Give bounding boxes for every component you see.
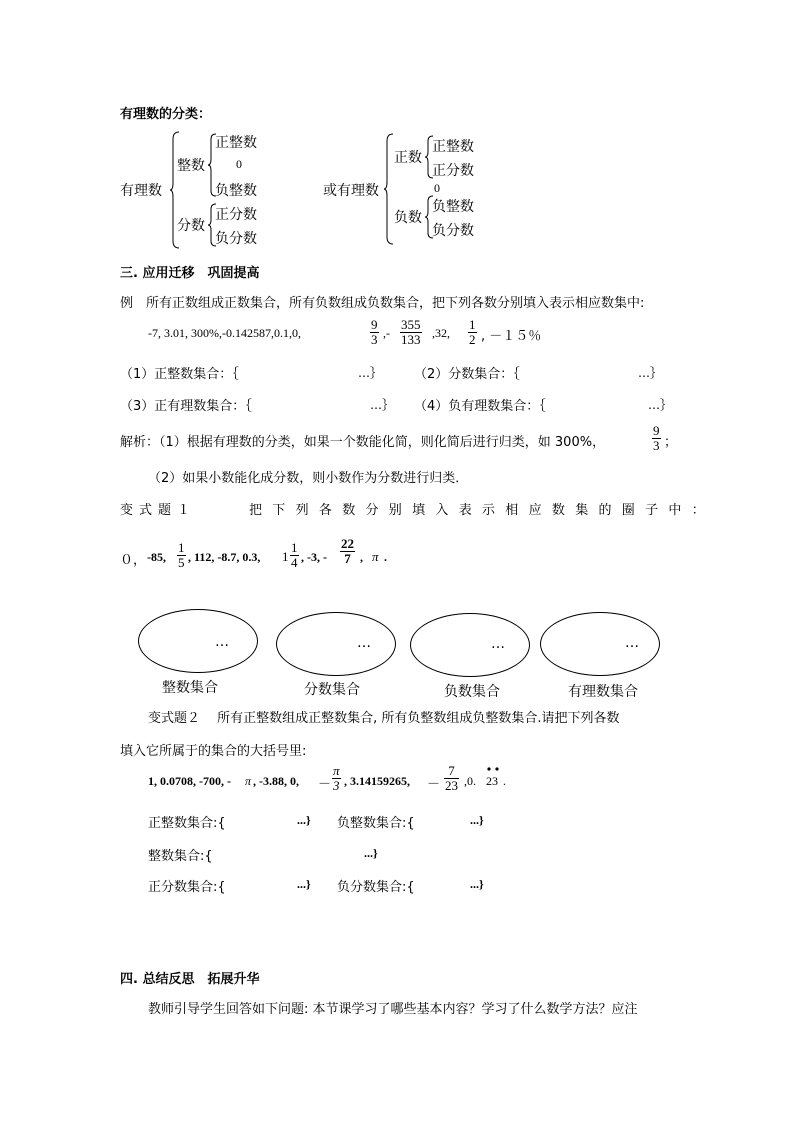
set-negative-fraction: 负分数集合:{	[337, 880, 415, 895]
set-positive-fraction-end: ...}	[297, 877, 311, 891]
fraction-denominator: 2	[469, 332, 476, 347]
question-1: （1）正整数集合：｛	[120, 367, 239, 382]
rational-set-circle	[540, 612, 660, 676]
fraction-numerator: 1	[291, 540, 298, 555]
variant1-n2: -85,	[147, 550, 166, 564]
variant2-repeating-decimal	[486, 774, 498, 789]
variant1-text: 把下列各数分别填入表示相应数集的圈子中：	[249, 503, 716, 518]
left-pos-int: 正整数	[215, 135, 257, 151]
fraction-denominator: 3	[333, 778, 340, 793]
fraction-numerator: 1	[469, 317, 476, 332]
fraction-denominator: 4	[291, 555, 298, 570]
variant1-n4: , -3, -	[301, 550, 327, 564]
repeating-dots-icon	[486, 766, 502, 772]
set-negative-integer: 负整数集合:{	[337, 816, 415, 831]
ellipsis: …	[491, 636, 507, 652]
variant1-fraction-1-5	[177, 541, 186, 570]
example-sep1: ,-	[383, 326, 390, 340]
variant1-title: 变式题１	[120, 503, 197, 518]
fraction-set-circle	[276, 612, 396, 676]
example-statement: 例 所有正数组成正数集合，所有负数组成负数集合，把下列各数分别填入表示相应数集中:	[120, 296, 645, 311]
left-integer-label: 整数	[177, 158, 205, 174]
fraction-numerator: 1	[178, 540, 185, 555]
variant1-mixed-whole: 1	[282, 549, 289, 564]
analysis-fraction-9-3	[652, 424, 661, 453]
right-positive-label: 正数	[394, 150, 422, 166]
set-positive-fraction: 正分数集合:{	[148, 880, 226, 895]
left-fraction-label: 分数	[177, 218, 205, 234]
question-3: （3）正有理数集合：｛	[120, 399, 252, 414]
set-negative-fraction-end: ...}	[470, 877, 484, 891]
fraction-numerator: 9	[371, 317, 378, 332]
example-tail: , －１５％	[481, 329, 542, 344]
variant2-pi: π	[245, 774, 252, 788]
question-4-end: …｝	[648, 398, 673, 412]
variant2-nums-d: ,0.	[464, 774, 476, 788]
variant1-fraction-22-7	[340, 537, 355, 566]
variant2-line-1: 变式题２ 所有正整数组成正整数集合, 所有负整数组成负整数集合.请把下列各数	[148, 711, 620, 726]
fraction-denominator: 5	[178, 555, 185, 570]
example-fraction-9-3	[370, 318, 379, 347]
variant1-n3: , 112, -8.7, 0.3,	[188, 550, 261, 564]
analysis-line-2: （2）如果小数能化成分数，则小数作为分数进行归类．	[148, 471, 469, 486]
example-fraction-1-2	[468, 318, 477, 347]
negative-set-label: 负数集合	[444, 684, 500, 700]
set-integer-end: ...}	[364, 846, 378, 860]
set-positive-integer-end: ...}	[297, 813, 311, 827]
left-neg-int: 负整数	[215, 183, 257, 199]
analysis-line-1: 解析：（1）根据有理数的分类，如果一个数能化简，则化简后进行归类，如 300%，	[120, 435, 606, 450]
fraction-numerator: π	[333, 763, 340, 778]
integer-set-circle	[138, 609, 258, 673]
fraction-denominator: 3	[371, 332, 378, 347]
question-2: （2）分数集合：｛	[414, 367, 520, 382]
analysis-end: ；	[664, 435, 678, 450]
right-root-brace	[384, 133, 394, 245]
repeating-digits: 23	[486, 774, 498, 788]
fraction-denominator: 3	[653, 438, 660, 453]
variant2-fraction-7-23	[444, 764, 459, 793]
question-1-end: …｝	[358, 366, 383, 380]
rational-set-label: 有理数集合	[568, 684, 638, 700]
fraction-denominator: 23	[445, 778, 458, 793]
negative-set-circle	[410, 613, 530, 677]
section4-text: 教师引导学生回答如下问题: 本节课学习了哪些基本内容？学习了什么数学方法？应注	[148, 1002, 638, 1017]
variant2-nums-a: 1, 0.0708, -700, -	[148, 774, 231, 788]
left-neg-frac: 负分数	[215, 231, 257, 247]
fraction-numerator: 7	[444, 764, 459, 779]
fraction-numerator: 355	[401, 317, 421, 332]
right-pos-int: 正整数	[432, 139, 474, 155]
question-2-end: …｝	[638, 366, 663, 380]
left-pos-frac: 正分数	[215, 207, 257, 223]
left-root-label: 有理数	[120, 183, 162, 199]
fraction-set-label: 分数集合	[304, 682, 360, 698]
ellipsis: …	[625, 635, 641, 651]
variant1-n1: ０，	[120, 553, 147, 568]
variant2-nums-b: , -3.88, 0,	[253, 774, 299, 788]
variant2-line-2: 填入它所属于的集合的大括号里:	[120, 744, 307, 759]
integer-set-label: 整数集合	[162, 680, 218, 696]
set-negative-integer-end: ...}	[470, 813, 484, 827]
ellipsis: …	[215, 634, 231, 650]
right-pos-frac: 正分数	[432, 163, 474, 179]
right-neg-int: 负整数	[432, 199, 474, 215]
right-negative-label: 负数	[394, 210, 422, 226]
example-fraction-355-133	[400, 318, 422, 347]
example-numbers-a: -7, 3.01, 300%,-0.142587,0.1,0,	[148, 326, 301, 340]
fraction-numerator: 22	[341, 536, 354, 551]
variant1-pi: π	[372, 549, 379, 564]
fraction-denominator: 133	[401, 332, 421, 347]
ellipsis: …	[357, 635, 373, 651]
section3-title: 三. 应用迁移 巩固提高	[120, 266, 260, 281]
variant2-end: .	[503, 774, 506, 788]
set-positive-integer: 正整数集合:{	[148, 816, 226, 831]
variant2-nums-c: , 3.14159265,	[344, 774, 410, 788]
question-3-end: …｝	[370, 398, 395, 412]
question-4: （4）负有理数集合：｛	[414, 399, 546, 414]
example-sep2: ,32,	[432, 326, 450, 340]
left-zero: 0	[236, 157, 242, 171]
variant1-fraction-1-4	[290, 541, 299, 570]
classification-heading: 有理数的分类：	[120, 107, 212, 122]
right-neg-frac: 负分数	[432, 223, 474, 239]
right-zero: 0	[434, 181, 440, 195]
set-integer: 整数集合:{	[148, 849, 213, 864]
section4-title: 四. 总结反思 拓展升华	[120, 972, 260, 987]
variant1-n5: ,	[360, 550, 363, 564]
variant2-minus-2: －	[427, 777, 441, 792]
right-root-label: 或有理数	[323, 183, 379, 199]
fraction-denominator: 7	[344, 551, 351, 566]
variant2-fraction-pi-3	[332, 764, 341, 793]
variant2-minus-1: －	[318, 777, 332, 792]
variant1-end: .	[384, 550, 387, 564]
fraction-numerator: 9	[653, 423, 660, 438]
